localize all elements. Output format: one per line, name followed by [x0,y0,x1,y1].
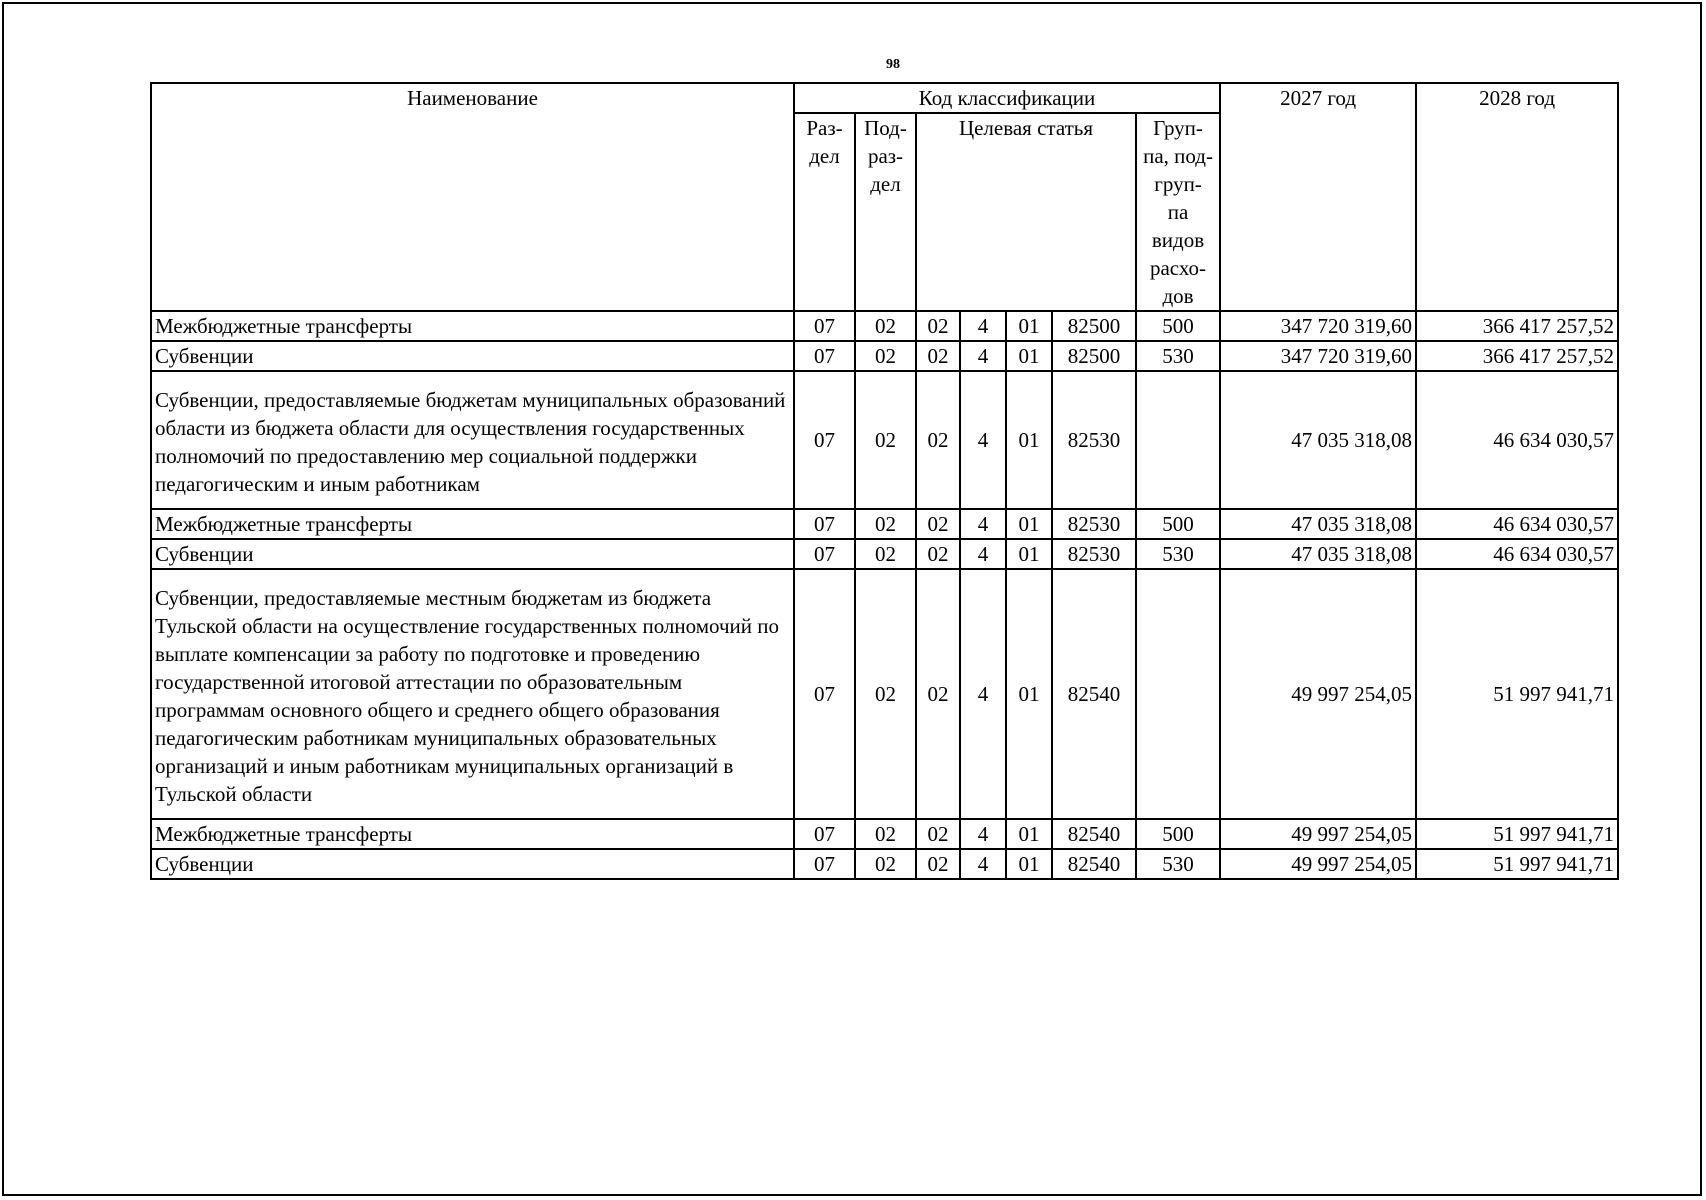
row-group: 530 [1136,341,1220,371]
row-2027: 49 997 254,05 [1220,849,1416,879]
row-2028: 366 417 257,52 [1416,341,1618,371]
table-row [151,849,1618,879]
row-group [1136,569,1220,819]
row-2027: 47 035 318,08 [1220,509,1416,539]
row-target-4: 82500 [1052,311,1136,341]
row-group: 530 [1136,539,1220,569]
row-podrazdel: 02 [855,341,916,371]
row-target-2: 4 [960,569,1006,819]
row-group: 500 [1136,819,1220,849]
header-group: Груп- па, под- груп- па видов расхо- дов [1136,113,1220,311]
row-razdel: 07 [794,849,855,879]
row-target-3: 01 [1006,509,1052,539]
header-razdel: Раз- дел [794,113,855,311]
row-2027: 47 035 318,08 [1220,539,1416,569]
row-2027: 47 035 318,08 [1220,371,1416,509]
row-target-2: 4 [960,509,1006,539]
row-target-1: 02 [916,569,960,819]
row-name: Субвенции [151,539,794,569]
row-2027: 347 720 319,60 [1220,311,1416,341]
row-target-1: 02 [916,311,960,341]
row-2028: 51 997 941,71 [1416,849,1618,879]
row-name: Субвенции, предоставляемые местным бюджетам из бюджета Тульской области на осуществление государственных полномочий по выплате компенсации за работу по подготовке и проведению государственной итоговой аттестации по образовательным программам основного общего и среднего общего образования педагогическим работникам муниципальных образовательных организаций и иным работникам муниципальных организаций в Тульской области [151,569,794,819]
row-2028: 51 997 941,71 [1416,569,1618,819]
row-razdel: 07 [794,311,855,341]
table-row [151,539,1618,569]
table-row [151,311,1618,341]
row-razdel: 07 [794,341,855,371]
budget-table [150,82,1619,880]
header-podrazdel: Под- раз- дел [855,113,916,311]
row-target-3: 01 [1006,819,1052,849]
page-number: 98 [886,57,900,72]
row-target-3: 01 [1006,341,1052,371]
row-podrazdel: 02 [855,819,916,849]
header-code: Код классификации [794,83,1220,113]
table-row [151,371,1618,509]
row-target-4: 82540 [1052,569,1136,819]
row-razdel: 07 [794,509,855,539]
row-2027: 49 997 254,05 [1220,819,1416,849]
row-target-1: 02 [916,539,960,569]
row-2027: 347 720 319,60 [1220,341,1416,371]
row-target-4: 82500 [1052,341,1136,371]
row-group: 530 [1136,849,1220,879]
row-target-4: 82540 [1052,819,1136,849]
row-target-1: 02 [916,341,960,371]
row-target-2: 4 [960,819,1006,849]
row-name: Субвенции [151,341,794,371]
row-podrazdel: 02 [855,311,916,341]
row-group: 500 [1136,311,1220,341]
row-2027: 49 997 254,05 [1220,569,1416,819]
row-name: Субвенции [151,849,794,879]
row-podrazdel: 02 [855,539,916,569]
row-target-3: 01 [1006,311,1052,341]
row-target-1: 02 [916,371,960,509]
header-name: Наименование [151,83,794,311]
table-row [151,819,1618,849]
row-target-1: 02 [916,509,960,539]
row-group [1136,371,1220,509]
row-podrazdel: 02 [855,509,916,539]
header-year-2027: 2027 год [1220,83,1416,311]
row-podrazdel: 02 [855,371,916,509]
row-podrazdel: 02 [855,849,916,879]
row-2028: 51 997 941,71 [1416,819,1618,849]
row-target-2: 4 [960,539,1006,569]
row-2028: 366 417 257,52 [1416,311,1618,341]
table-row [151,509,1618,539]
table-row [151,341,1618,371]
row-name: Межбюджетные трансферты [151,311,794,341]
row-2028: 46 634 030,57 [1416,539,1618,569]
row-razdel: 07 [794,539,855,569]
row-target-1: 02 [916,849,960,879]
row-target-3: 01 [1006,539,1052,569]
header-row-1 [151,83,1618,113]
row-target-4: 82530 [1052,539,1136,569]
row-razdel: 07 [794,569,855,819]
row-2028: 46 634 030,57 [1416,371,1618,509]
table-row [151,569,1618,819]
row-target-3: 01 [1006,569,1052,819]
row-razdel: 07 [794,371,855,509]
row-target-3: 01 [1006,849,1052,879]
row-podrazdel: 02 [855,569,916,819]
row-target-4: 82540 [1052,849,1136,879]
row-2028: 46 634 030,57 [1416,509,1618,539]
row-name: Межбюджетные трансферты [151,509,794,539]
row-target-2: 4 [960,341,1006,371]
row-target-2: 4 [960,371,1006,509]
row-target-4: 82530 [1052,371,1136,509]
row-name: Межбюджетные трансферты [151,819,794,849]
row-target-4: 82530 [1052,509,1136,539]
row-group: 500 [1136,509,1220,539]
row-target-2: 4 [960,311,1006,341]
header-target: Целевая статья [916,113,1136,311]
row-target-2: 4 [960,849,1006,879]
row-target-1: 02 [916,819,960,849]
row-razdel: 07 [794,819,855,849]
row-target-3: 01 [1006,371,1052,509]
row-name: Субвенции, предоставляемые бюджетам муниципальных образований области из бюджета области для осуществления государственных полномочий по предоставлению мер социальной поддержки педагогическим и иным работникам [151,371,794,509]
header-year-2028: 2028 год [1416,83,1618,311]
